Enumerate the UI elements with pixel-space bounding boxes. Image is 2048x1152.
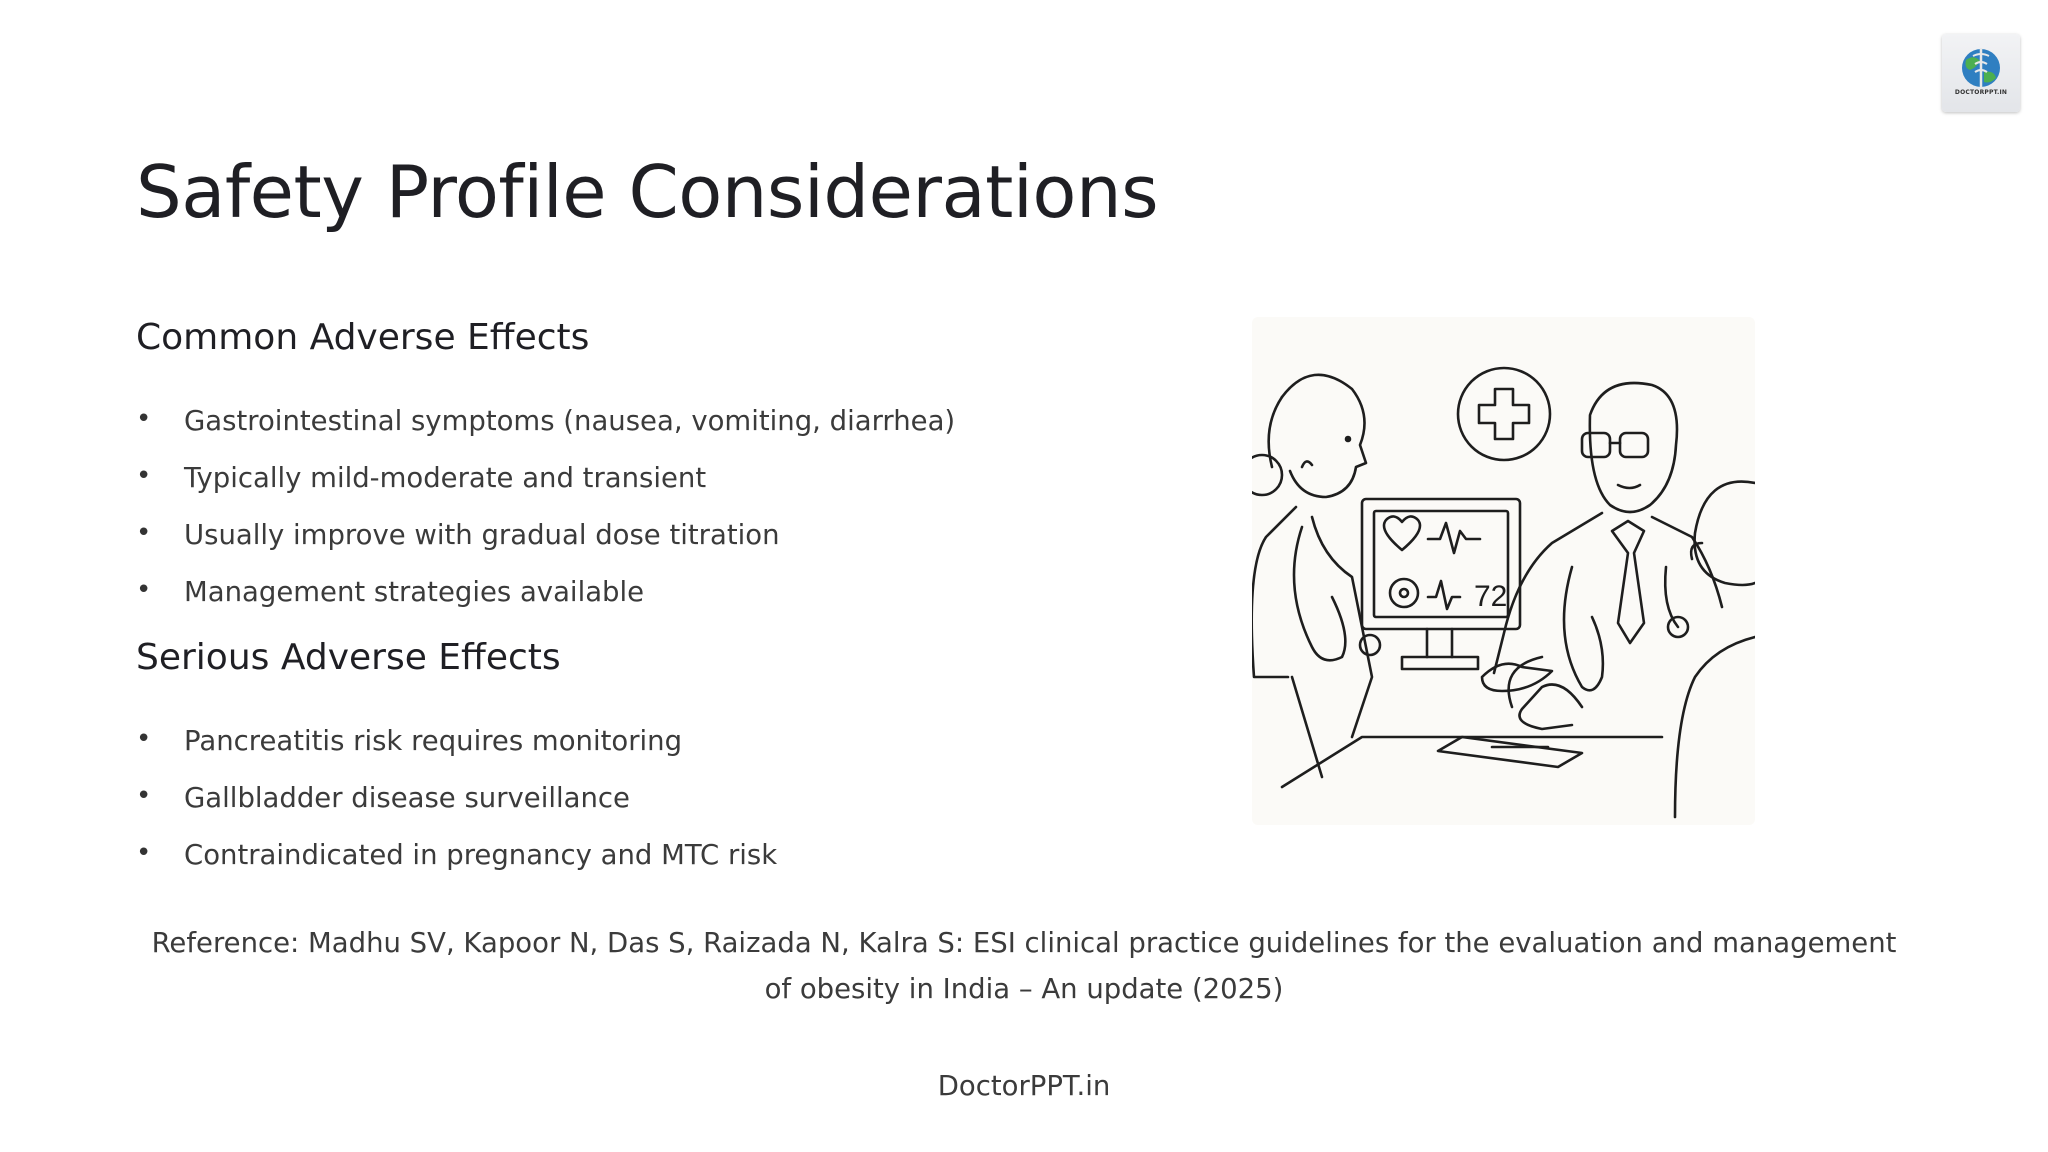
monitor-reading: 72 (1474, 580, 1508, 613)
bullet-icon: • (136, 724, 152, 754)
patient-figure (1675, 482, 1755, 817)
section-heading-common: Common Adverse Effects (136, 317, 590, 358)
slide-title: Safety Profile Considerations (136, 150, 1159, 234)
list-item: • Management strategies available (136, 572, 955, 629)
list-item: • Gastrointestinal symptoms (nausea, vomiting, diarrhea) (136, 401, 955, 458)
bullet-icon: • (136, 518, 152, 548)
doctors-consultation-illustration (1252, 317, 1755, 825)
desk-clipboard (1282, 685, 1662, 788)
reference-citation: Reference: Madhu SV, Kapoor N, Das S, Raizada N, Kalra S: ESI clinical practice guidelines for the evaluation and management of obesity in India – An update (2025) (151, 927, 1897, 1005)
doctor-figure (1482, 383, 1722, 707)
list-item: • Gallbladder disease surveillance (136, 778, 777, 835)
bullet-icon: • (136, 404, 152, 434)
section-heading-serious: Serious Adverse Effects (136, 637, 561, 678)
caduceus-globe-icon (1942, 34, 2020, 112)
list-item: • Usually improve with gradual dose titration (136, 515, 955, 572)
footer-brand: DoctorPPT.in (937, 1070, 1111, 1102)
brand-logo (1942, 34, 2020, 112)
bullet-icon: • (136, 838, 152, 868)
logo-text: DOCTORPPT.IN (1954, 89, 2008, 96)
list-item: • Typically mild-moderate and transient (136, 458, 955, 515)
bullet-icon: • (136, 575, 152, 605)
bullet-icon: • (136, 461, 152, 491)
medical-cross-icon (1458, 368, 1550, 460)
serious-effects-list (136, 721, 777, 892)
list-item: • Pancreatitis risk requires monitoring (136, 721, 777, 778)
bullet-icon: • (136, 781, 152, 811)
common-effects-list (136, 401, 955, 629)
list-item: • Contraindicated in pregnancy and MTC risk (136, 835, 777, 892)
